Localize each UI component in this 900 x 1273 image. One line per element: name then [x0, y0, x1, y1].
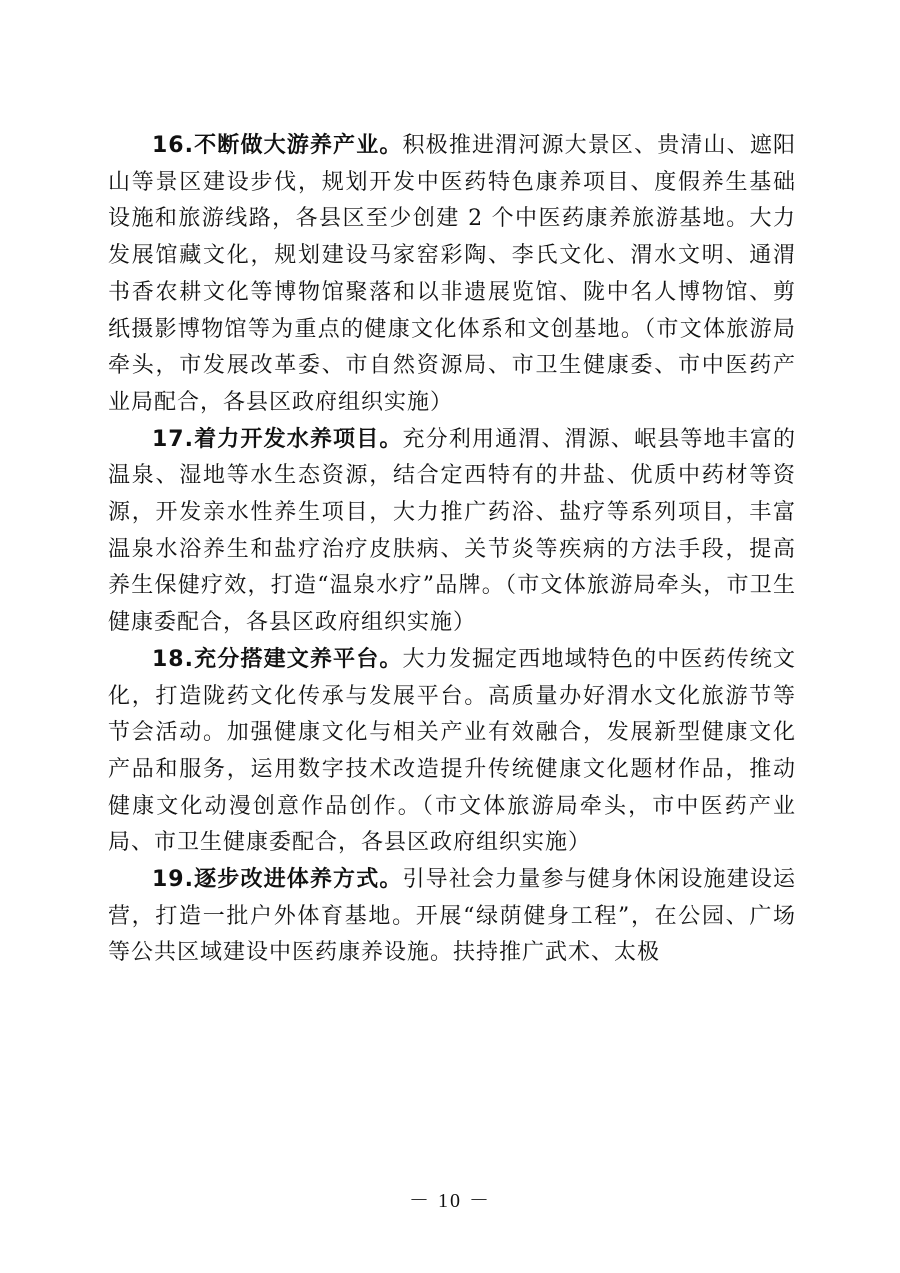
paragraph-19-body: 引导社会力量参与健身休闲设施建设运营，打造一批户外体育基地。开展“绿荫健身工程”，在公园、广场等公共区域建设中医药康养设施。扶持推广武术、太极: [108, 867, 796, 966]
paragraph-18-body: 大力发掘定西地域特色的中医药传统文化，打造陇药文化传承与发展平台。高质量办好渭水文化旅游节等节会活动。加强健康文化与相关产业有效融合，发展新型健康文化产品和服务，运用数字技术改造提升传统健康文化题材作品，推动健康文化动漫创意作品创作。（市文体旅游局牵头，市中医药产业局、市卫生健康委配合，各县区政府组织实施）: [108, 646, 796, 856]
paragraph-16-heading: [152, 133, 403, 158]
paragraph-19-number: 19.: [152, 867, 194, 893]
paragraph-18-title: 充分搭建文养平台。: [193, 646, 403, 672]
paragraph-17: [108, 422, 796, 642]
paragraph-16-body: 积极推进渭河源大景区、贵清山、遮阳山等景区建设步伐，规划开发中医药特色康养项目、度假养生基础设施和旅游线路，各县区至少创建 2 个中医药康养旅游基地。大力发展馆藏文化，规划建设马家窑彩陶、李氏文化、渭水文明、通渭书香农耕文化等博物馆聚落和以非遗展览馆、陇中名人博物馆、剪纸摄影博物馆等为重点的健康文化体系和文创基地。（市文体旅游局牵头，市发展改革委、市自然资源局、市卫生健康委、市中医药产业局配合，各县区政府组织实施）: [108, 133, 796, 415]
paragraph-17-title: 着力开发水养项目。: [193, 426, 403, 452]
paragraph-17-body: 充分利用通渭、渭源、岷县等地丰富的温泉、湿地等水生态资源，结合定西特有的井盐、优质中药材等资源，开发亲水性养生项目，大力推广药浴、盐疗等系列项目，丰富温泉水浴养生和盐疗治疗皮肤病、关节炎等疾病的方法手段，提高养生保健疗效，打造“温泉水疗”品牌。（市文体旅游局牵头，市卫生健康委配合，各县区政府组织实施）: [108, 426, 796, 636]
paragraph-18-heading: [152, 647, 403, 672]
paragraph-18-number: 18.: [152, 646, 194, 672]
document-body: [108, 128, 796, 972]
paragraph-16-title: 不断做大游养产业。: [193, 133, 403, 158]
paragraph-16-number: 16.: [152, 133, 194, 158]
page-number: － 10 －: [409, 1190, 491, 1212]
paragraph-17-number: 17.: [152, 426, 194, 452]
paragraph-16: [108, 128, 796, 422]
paragraph-19-title: 逐步改进体养方式。: [193, 867, 403, 893]
paragraph-19: [108, 862, 796, 972]
paragraph-19-heading: [152, 867, 403, 892]
paragraph-17-heading: [152, 427, 403, 452]
paragraph-18: [108, 642, 796, 862]
